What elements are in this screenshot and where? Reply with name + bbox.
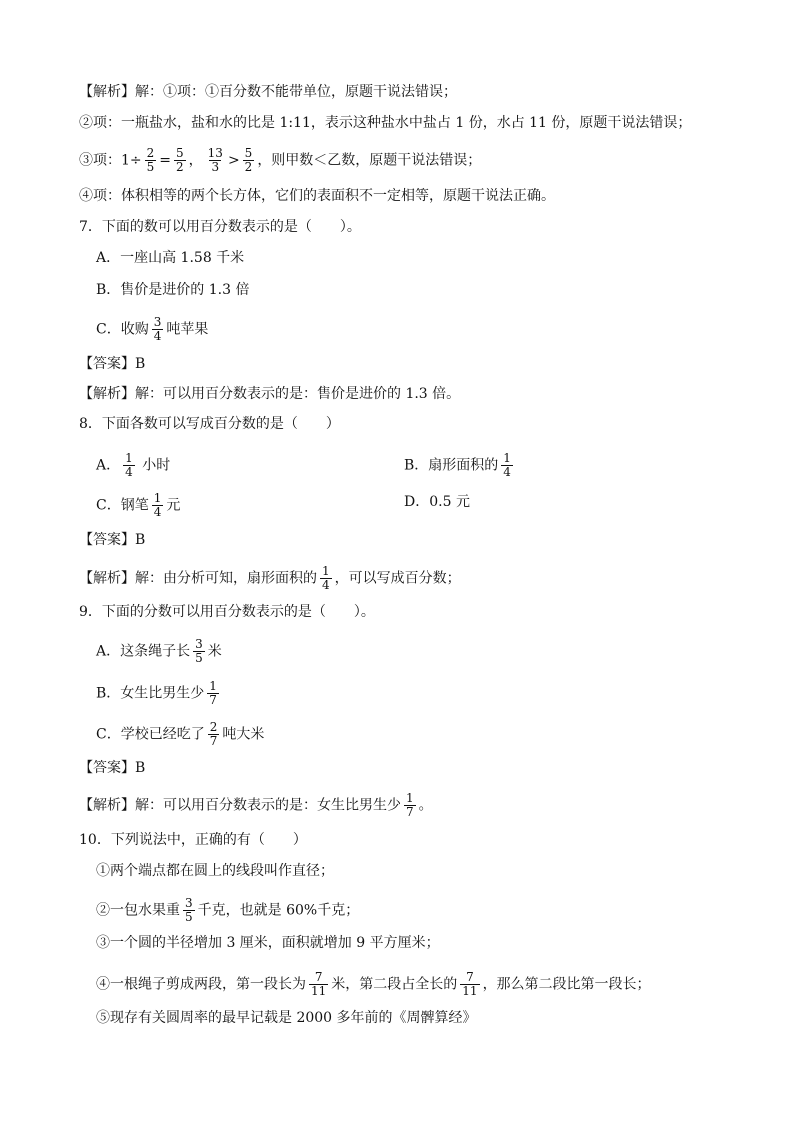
q8-answer: 【答案】B [79, 532, 146, 548]
fraction: $\frac{1}{7}$ [406, 791, 414, 819]
q9-option-a: A．这条绳子长 $\frac{3}{5}$ 米 [96, 637, 222, 665]
q7-option-c: C．收购 $\frac{3}{4}$ 吨苹果 [96, 315, 209, 343]
fraction: $\frac{1}{4}$ [503, 451, 511, 479]
q9-option-b: B．女生比男生少 $\frac{1}{7}$ [96, 679, 217, 707]
q9-answer: 【答案】B [79, 760, 146, 776]
fraction: $\frac{7}{11}$ [462, 970, 478, 998]
q8-stem: 8．下面各数可以写成百分数的是（ ） [79, 416, 340, 432]
q7-stem: 7．下面的数可以用百分数表示的是（ ）。 [79, 219, 361, 235]
fraction: $\frac{5}{2}$ [176, 146, 184, 174]
q8-analysis: 【解析】解：由分析可知，扇形面积的 $\frac{1}{4}$ ，可以写成百分数； [79, 564, 461, 592]
analysis-line-4: ④项：体积相等的两个长方体，它们的表面积不一定相等，原题干说法正确。 [79, 188, 555, 204]
fraction: $\frac{1}{4}$ [125, 451, 133, 479]
q9-stem: 9．下面的分数可以用百分数表示的是（ ）。 [79, 604, 375, 620]
analysis-line-1 [79, 82, 457, 102]
fraction: $\frac{13}{3}$ [207, 146, 223, 174]
q10-item-3: ③一个圆的半径增加 3 厘米，面积就增加 9 平方厘米； [96, 935, 440, 951]
fraction: $\frac{5}{2}$ [244, 146, 253, 174]
q10-item-2: ②一包水果重 $\frac{3}{5}$ 千克，也就是 60%千克； [96, 896, 360, 924]
q8-option-b: B．扇形面积的 $\frac{1}{4}$ [404, 451, 511, 479]
q7-option-a: A．一座山高 1.58 千米 [96, 250, 245, 266]
q7-option-b: B．售价是进价的 1.3 倍 [96, 282, 250, 298]
analysis-tag: 【解析】 [79, 84, 135, 100]
q9-option-c: C．学校已经吃了 $\frac{2}{7}$ 吨大米 [96, 720, 265, 748]
q8-option-d: D．0.5 元 [404, 494, 470, 510]
analysis-line-2: ②项：一瓶盐水，盐和水的比是 1:11，表示这种盐水中盐占 1 份，水占 11 份，原题干说法错误； [79, 115, 692, 131]
analysis-text: 解：①项：①百分数不能带单位，原题干说法错误； [135, 84, 457, 100]
q7-analysis: 【解析】解：可以用百分数表示的是：售价是进价的 1.3 倍。 [79, 386, 461, 402]
q10-item-5: ⑤现存有关圆周率的最早记载是 2000 多年前的《周髀算经》 [96, 1010, 477, 1026]
q9-analysis: 【解析】解：可以用百分数表示的是：女生比男生少 $\frac{1}{7}$ 。 [79, 791, 433, 819]
fraction: $\frac{1}{4}$ [153, 491, 162, 519]
fraction: $\frac{2}{5}$ [146, 146, 155, 174]
fraction: $\frac{1}{4}$ [322, 564, 330, 592]
analysis-line-3: ③项：1÷ $\frac{2}{5}$ = $\frac{5}{2}$ ， $\frac{13}{3}$ > $\frac{5}{2}$ ，则甲数＜乙数，原题干说法错误； [79, 146, 482, 174]
fraction: $\frac{7}{11}$ [311, 970, 327, 998]
q8-option-a: A． $\frac{1}{4}$ 小时 [96, 451, 171, 479]
fraction: $\frac{3}{5}$ [195, 637, 203, 665]
q10-item-4: ④一根绳子剪成两段，第一段长为 $\frac{7}{11}$ 米，第二段占全长的 $\frac{7}{11}$ ，那么第二段比第一段长； [96, 970, 651, 998]
q10-stem: 10．下列说法中，正确的有（ ） [79, 832, 307, 848]
fraction: $\frac{2}{7}$ [209, 720, 218, 748]
fraction: $\frac{1}{7}$ [209, 679, 217, 707]
q10-item-1: ①两个端点都在圆上的线段叫作直径； [96, 863, 334, 879]
q7-answer: 【答案】B [79, 356, 146, 372]
fraction: $\frac{3}{4}$ [153, 315, 162, 343]
q8-option-c: C．钢笔 $\frac{1}{4}$ 元 [96, 491, 181, 519]
fraction: $\frac{3}{5}$ [185, 896, 193, 924]
